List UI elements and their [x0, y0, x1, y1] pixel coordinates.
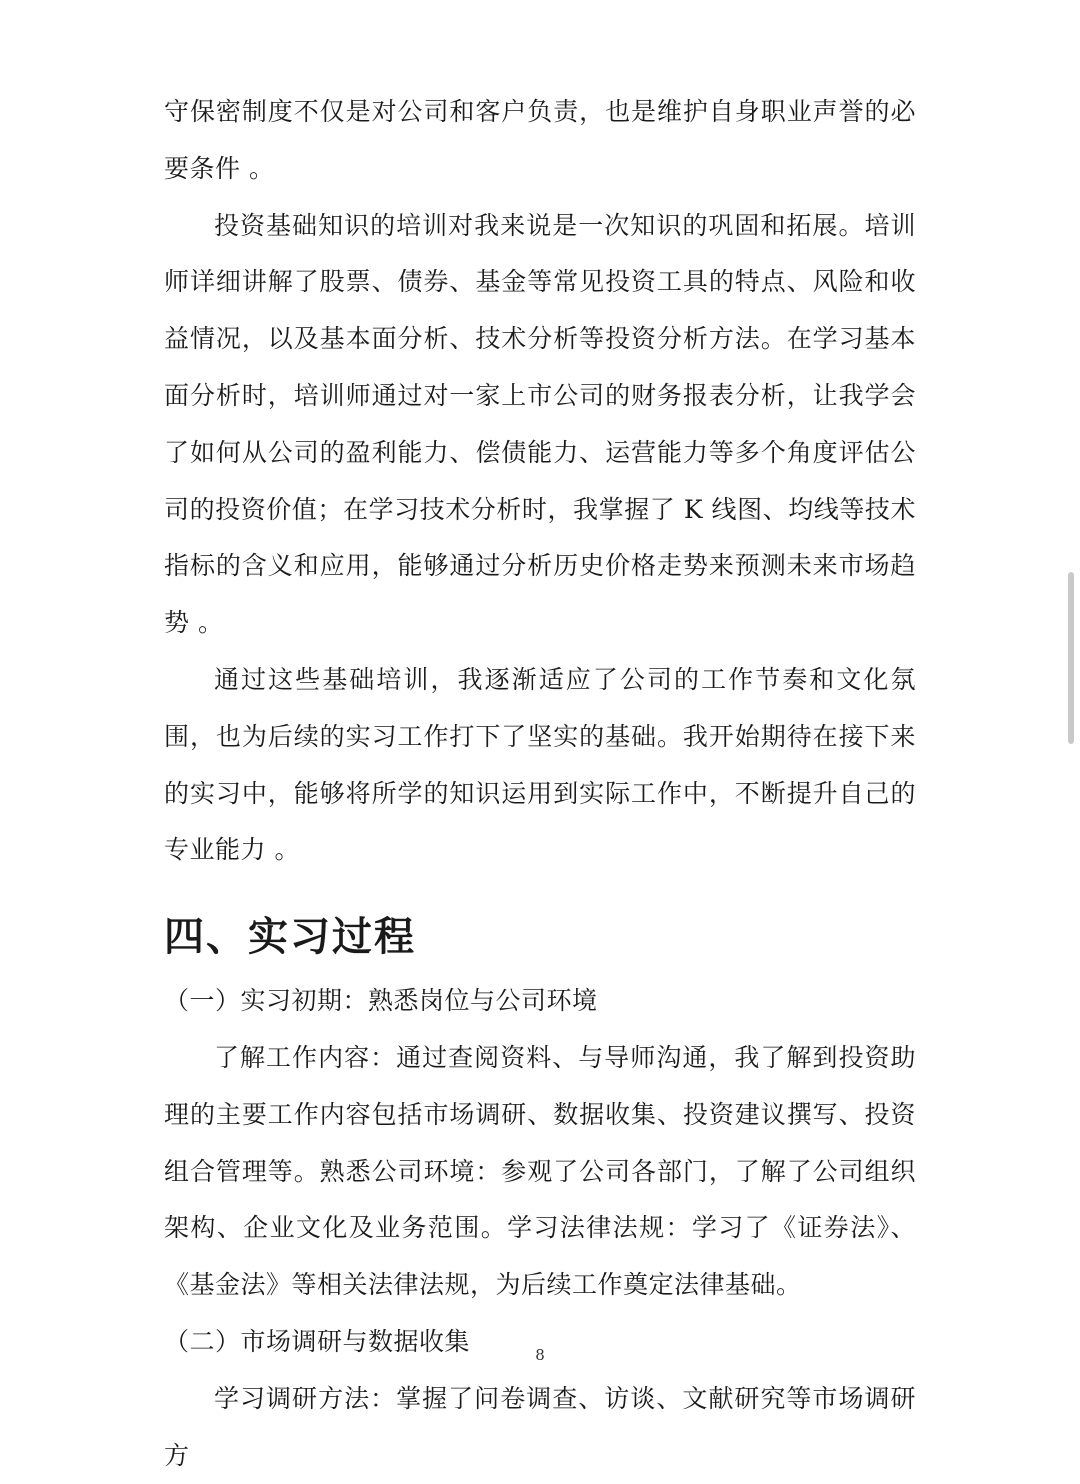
page-number: 8	[535, 1346, 545, 1364]
paragraph-confidentiality-continued: 守保密制度不仅是对公司和客户负责，也是维护自身职业声誉的必要条件 。	[164, 97, 916, 183]
paragraph-investment-basics: 投资基础知识的培训对我来说是一次知识的巩固和拓展。培训师详细讲解了股票、债券、基金等常见投资工具的特点、风险和收益情况，以及基本面分析、技术分析等投资分析方法。在学习基本面分析时，培训师通过对一家上市公司的财务报表分析，让我学会了如何从公司的盈利能力、偿债能力、运营能力等多个角度评估公司的投资价值；在学习技术分析时，我掌握了 K 线图、均线等技术指标的含义和应用，能够通过分析历史价格走势来预测未来市场趋势 。	[164, 210, 916, 638]
scrollbar-thumb[interactable]	[1068, 572, 1074, 744]
page-content	[164, 84, 916, 1484]
subsection-title-1: （一）实习初期：熟悉岗位与公司环境	[164, 986, 598, 1016]
paragraph-early-internship: 了解工作内容：通过查阅资料、与导师沟通，我了解到投资助理的主要工作内容包括市场调研、数据收集、投资建议撰写、投资组合管理等。熟悉公司环境：参观了公司各部门，了解了公司组织架构、企业文化及业务范围。学习法律法规：学习了《证券法》、《基金法》等相关法律法规，为后续工作奠定法律基础。	[164, 1042, 916, 1300]
subsection-title-2: （二）市场调研与数据收集	[164, 1326, 471, 1356]
paragraph-research-methods: 学习调研方法：掌握了问卷调查、访谈、文献研究等市场调研方	[164, 1383, 916, 1470]
section-title: 四、实习过程	[164, 914, 416, 961]
paragraph-training-summary: 通过这些基础培训，我逐渐适应了公司的工作节奏和文化氛围，也为后续的实习工作打下了坚实的基础。我开始期待在接下来的实习中，能够将所学的知识运用到实际工作中，不断提升自己的专业能力 。	[164, 664, 916, 865]
